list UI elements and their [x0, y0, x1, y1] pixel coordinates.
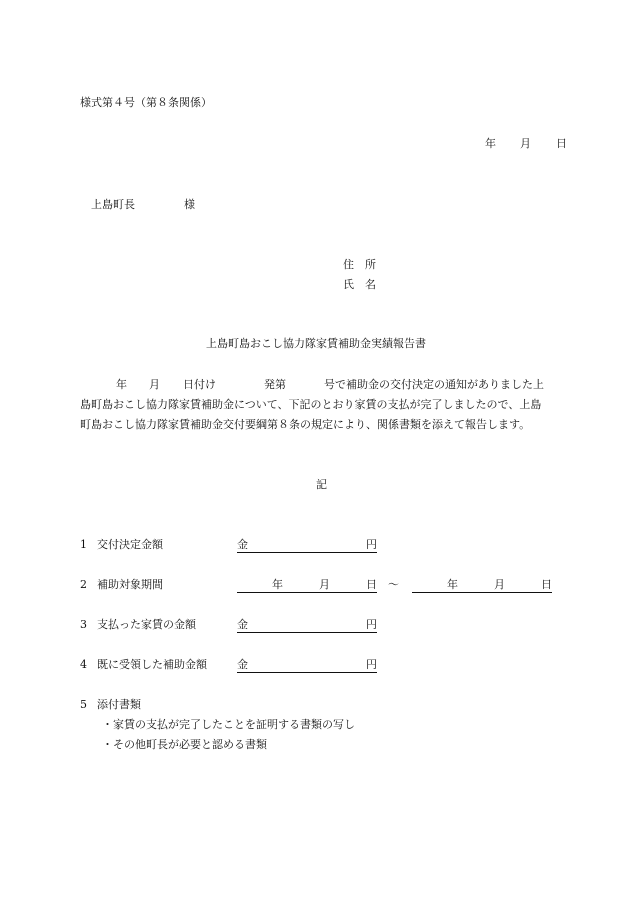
item1-label: 交付決定金額 — [97, 538, 163, 551]
addressee-name: 上島町長 — [91, 198, 135, 211]
form-label: 様式第４号（第８条関係） — [80, 96, 212, 109]
period-end-day: 日 — [541, 578, 552, 591]
item2-num: 2 — [80, 578, 87, 591]
attachment-item: ・その他町長が必要と認める書類 — [102, 738, 267, 751]
item4-amount-field — [237, 659, 377, 673]
body-year: 年 — [116, 378, 127, 391]
item1-suffix: 円 — [366, 538, 377, 551]
body-line3: 町島おこし協力隊家賃補助金交付要綱第８条の規定により、関係書類を添えて報告します。 — [80, 418, 531, 431]
period-start-field — [237, 579, 377, 593]
period-start-month: 月 — [319, 578, 330, 591]
item1-amount-field — [237, 539, 377, 553]
name-label: 氏 名 — [343, 278, 376, 291]
body-issue-no: 発第 — [264, 378, 286, 391]
date-day: 日 — [556, 137, 567, 150]
period-start-day: 日 — [366, 578, 377, 591]
item3-prefix: 金 — [237, 618, 248, 631]
period-end-month: 月 — [494, 578, 505, 591]
item3-suffix: 円 — [366, 618, 377, 631]
item4-num: 4 — [80, 658, 87, 671]
date-year: 年 — [485, 137, 496, 150]
item1-num: 1 — [80, 538, 87, 551]
item5-num: 5 — [80, 698, 87, 711]
body-line2: 島町島おこし協力隊家賃補助金について、下記のとおり家賃の支払が完了しましたので、上島 — [80, 398, 542, 411]
item3-label: 支払った家賃の金額 — [97, 618, 196, 631]
item2-label: 補助対象期間 — [97, 578, 163, 591]
addressee-suffix: 様 — [184, 198, 195, 211]
ki-heading: 記 — [316, 478, 327, 491]
attachment-item: ・家賃の支払が完了したことを証明する書類の写し — [102, 718, 355, 731]
period-start-year: 年 — [272, 578, 283, 591]
item5-label: 添付書類 — [97, 698, 141, 711]
item4-prefix: 金 — [237, 658, 248, 671]
item4-label: 既に受領した補助金額 — [97, 658, 207, 671]
item3-amount-field — [237, 619, 377, 633]
address-label: 住 所 — [343, 258, 376, 271]
date-month: 月 — [520, 137, 531, 150]
document-title: 上島町島おこし協力隊家賃補助金実績報告書 — [206, 337, 426, 350]
item1-prefix: 金 — [237, 538, 248, 551]
body-line1: 号で補助金の交付決定の通知がありました上 — [324, 378, 544, 391]
item4-suffix: 円 — [366, 658, 377, 671]
period-tilde: ～ — [388, 578, 399, 591]
body-day-dated: 日付け — [183, 378, 216, 391]
period-end-year: 年 — [447, 578, 458, 591]
period-end-field — [412, 579, 552, 593]
item3-num: 3 — [80, 618, 87, 631]
body-month: 月 — [149, 378, 160, 391]
